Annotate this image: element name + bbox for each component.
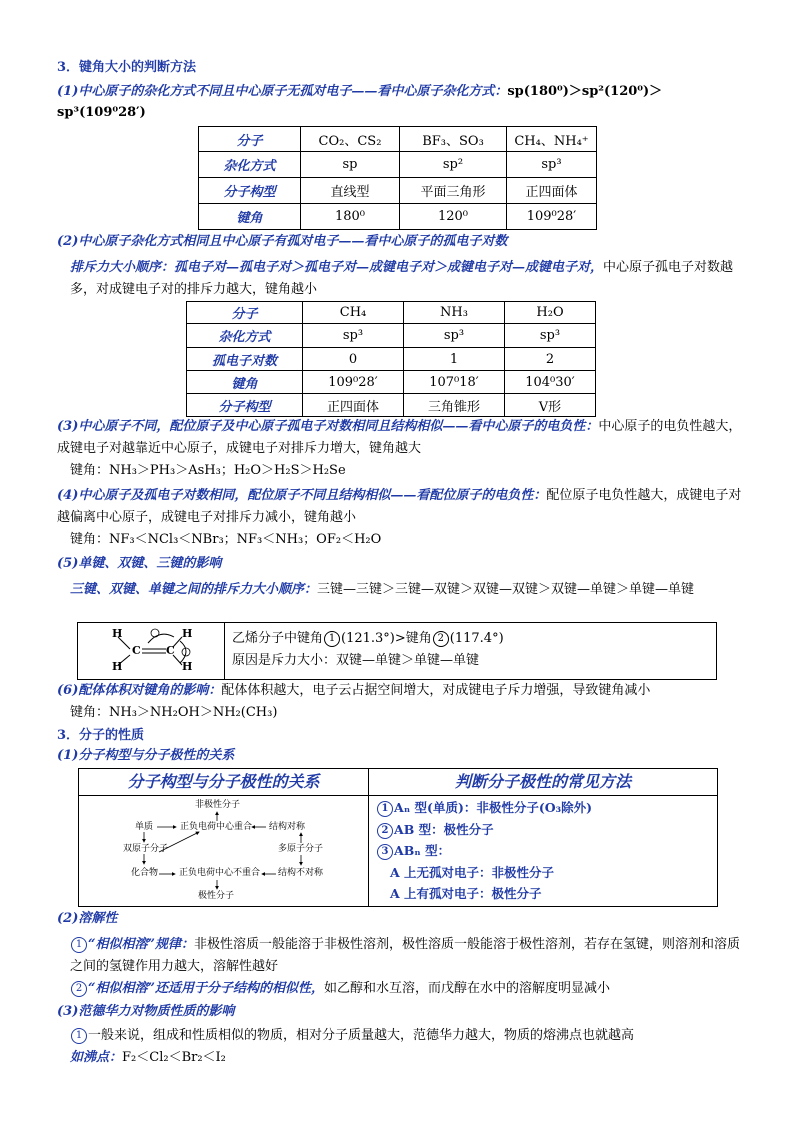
table2-cell: 104⁰30′ <box>505 371 596 394</box>
subsection-3-heading: (3)范德华力对物质性质的影响 <box>57 1004 235 1019</box>
column-divider <box>368 795 369 906</box>
table2-cell: sp³ <box>505 324 596 348</box>
solubility-item-1-label: “相似相溶”规律： <box>88 937 194 952</box>
subsection-2 <box>57 908 747 1000</box>
table1-cell: sp <box>301 152 400 178</box>
table2-cell: 2 <box>505 348 596 371</box>
table2-cell: 0 <box>303 348 404 371</box>
solubility-item-2 <box>57 978 747 1000</box>
polarity-rules <box>376 797 712 905</box>
rule-3-text: ABₙ 型： <box>394 843 451 858</box>
subsection-2-heading: (2)溶解性 <box>57 911 118 926</box>
solubility-item-2-text: 如乙醇和水互溶，而戊醇在水中的溶解度明显减小 <box>323 981 610 996</box>
paragraph-4-heading: (4)中心原子及孤电子对数相同，配位原子不同且结构相似——看配位原子的电负性： <box>57 488 547 503</box>
table1-cell: 平面三角形 <box>400 178 507 204</box>
number-2-icon: 2 <box>377 823 393 839</box>
node-compound: 化合物 <box>131 868 159 878</box>
ethylene-text-a: 乙烯分子中键角 <box>232 631 324 646</box>
table2-cell: NH₃ <box>404 302 505 324</box>
ethylene-structure <box>78 623 225 679</box>
section-title-properties <box>57 725 747 747</box>
polarity-col1-header: 分子构型与分子极性的关系 <box>79 769 369 796</box>
rule-2-text: AB 型：极性分子 <box>394 821 494 837</box>
paragraph-3-text: 中心原子的电负性越大，成键电子对越靠近中心原子，成键电子对排斥力增大，键角越大 <box>57 419 742 456</box>
vdw-item-1-text: 一般来说，组成和性质相似的物质，相对分子质量越大，范德华力越大，物质的熔沸点也就越高 <box>88 1028 635 1043</box>
section-title-text: 3．键角大小的判断方法 <box>57 60 197 75</box>
ethylene-line-2: 原因是斥力大小：双键—单键＞单键—单键 <box>232 653 480 668</box>
paragraph-4 <box>57 485 747 551</box>
table2-cell: V形 <box>505 394 596 417</box>
table1-cell: 直线型 <box>301 178 400 204</box>
rule-2 <box>376 819 712 841</box>
rule-1 <box>376 797 712 819</box>
node-asymmetric: 结构不对称 <box>278 868 324 878</box>
paragraph-3 <box>57 416 747 482</box>
number-1-icon: 1 <box>324 631 340 647</box>
number-3-icon: 3 <box>377 844 393 860</box>
section-title-bond-angle <box>57 57 747 79</box>
lone-pair-table <box>186 301 596 417</box>
hybrid-angle-formula: sp(180⁰)＞sp²(120⁰)＞sp³(109⁰28′) <box>57 84 663 120</box>
paragraph-1-heading: (1)中心原子的杂化方式不同且中心原子无孤对电子——看中心原子杂化方式： <box>57 84 508 99</box>
table2-header-molecule: 分子 <box>187 302 303 324</box>
subsection-1-heading: (1)分子构型与分子极性的关系 <box>57 748 235 763</box>
paragraph-4-example: 键角：NF₃＜NCl₃＜NBr₃；NF₃＜NH₃；OF₂＜H₂O <box>70 532 382 547</box>
table2-cell: H₂O <box>505 302 596 324</box>
table1-cell: sp³ <box>507 152 597 178</box>
table2-header-shape: 分子构型 <box>187 394 303 417</box>
number-1-icon: 1 <box>377 801 393 817</box>
angle-marker-1 <box>151 629 159 637</box>
table1-cell: 120⁰ <box>400 204 507 230</box>
solubility-item-1-text: 非极性溶质一般能溶于非极性溶剂，极性溶质一般能溶于极性溶剂，若存在氢键，则溶剂和溶质之间的氢键作用力越大，溶解性越好 <box>70 937 740 974</box>
paragraph-2-heading: (2)中心原子杂化方式相同且中心原子有孤对电子——看中心原子的孤电子对数 <box>57 234 508 249</box>
number-1-icon: 1 <box>71 1028 87 1044</box>
table1-cell: sp² <box>400 152 507 178</box>
table1-header-hybrid: 杂化方式 <box>199 152 301 178</box>
paragraph-2-label: 排斥力大小顺序：孤电子对—孤电子对＞孤电子对—成键电子对＞成键电子对—成键电子对， <box>70 260 604 275</box>
table1-cell: CO₂、CS₂ <box>301 127 400 152</box>
atom-h: H <box>112 627 123 640</box>
paragraph-5-label: 三键、双键、单键之间的排斥力大小顺序： <box>70 582 318 597</box>
paragraph-3-example: 键角：NH₃＞PH₃＞AsH₃；H₂O＞H₂S＞H₂Se <box>70 463 346 478</box>
node-charge-coincide: 正负电荷中心重合 <box>180 822 253 832</box>
paragraph-2-body <box>57 257 747 301</box>
vdw-example-label: 如沸点： <box>70 1050 123 1065</box>
node-polar-molecule: 极性分子 <box>198 891 235 901</box>
ethylene-box <box>77 622 717 680</box>
rule-3b: A 上有孤对电子：极性分子 <box>390 886 542 901</box>
ethylene-text-b: (121.3°)>键角 <box>341 631 432 646</box>
node-charge-not-coincide: 正负电荷中心不重合 <box>179 868 261 878</box>
table1-cell: 180⁰ <box>301 204 400 230</box>
table2-cell: 109⁰28′ <box>303 371 404 394</box>
number-2-icon: 2 <box>71 981 87 997</box>
paragraph-2-text: 中心原子孤电子对数越多，对成键电子对的排斥力越大，键角越小 <box>70 260 734 297</box>
solubility-item-1 <box>57 934 747 978</box>
paragraph-5-text: 三键—三键＞三键—双键＞双键—双键＞双键—单键＞单键—单键 <box>317 582 695 597</box>
table1-cell: 正四面体 <box>507 178 597 204</box>
table1-cell: CH₄、NH₄⁺ <box>507 127 597 152</box>
ethylene-structure-svg <box>78 623 224 679</box>
paragraph-3-heading: (3)中心原子不同，配位原子及中心原子孤电子对数相同且结构相似——看中心原子的电负性： <box>57 419 599 434</box>
number-1-icon: 1 <box>71 937 87 953</box>
atom-c: C <box>166 644 175 657</box>
node-symmetric: 结构对称 <box>269 822 306 832</box>
atom-h: H <box>112 660 123 673</box>
atom-h: H <box>182 660 193 673</box>
table2-header-lonepairs: 孤电子对数 <box>187 348 303 371</box>
table2-cell: sp³ <box>404 324 505 348</box>
paragraph-4-text: 配位原子电负性越大，成键电子对越偏离中心原子，成键电子对排斥力减小，键角越小 <box>57 488 742 525</box>
node-diatomic: 双原子分子 <box>123 844 169 854</box>
polarity-table <box>78 768 718 907</box>
vdw-item-1 <box>57 1025 747 1047</box>
hybrid-angle-table <box>198 126 597 230</box>
paragraph-6-heading: (6)配体体积对键角的影响： <box>57 683 222 698</box>
table2-cell: sp³ <box>303 324 404 348</box>
paragraph-5-body <box>57 579 747 601</box>
solubility-item-2-label: “相似相溶”还适用于分子结构的相似性， <box>88 981 324 996</box>
table1-header-molecule: 分子 <box>199 127 301 152</box>
table1-header-shape: 分子构型 <box>199 178 301 204</box>
subsection-1 <box>57 745 747 767</box>
table2-cell: 正四面体 <box>303 394 404 417</box>
table2-cell: 三角锥形 <box>404 394 505 417</box>
polarity-flow-diagram <box>79 796 368 906</box>
paragraph-6 <box>57 680 747 724</box>
table1-cell: 109⁰28′ <box>507 204 597 230</box>
paragraph-2-heading-row <box>57 231 747 253</box>
table1-header-angle: 键角 <box>199 204 301 230</box>
vdw-example <box>57 1047 747 1069</box>
table2-cell: 107⁰18′ <box>404 371 505 394</box>
polarity-col2-header: 判断分子极性的常见方法 <box>369 769 717 796</box>
node-polyatomic: 多原子分子 <box>278 844 324 854</box>
table2-header-angle: 键角 <box>187 371 303 394</box>
atom-h: H <box>182 627 193 640</box>
node-nonpolar-molecule: 非极性分子 <box>195 800 241 810</box>
atom-c: C <box>132 644 141 657</box>
table2-cell: 1 <box>404 348 505 371</box>
ethylene-text-c: (117.4°) <box>449 631 504 646</box>
section-title-text: 3．分子的性质 <box>57 728 145 743</box>
table2-header-hybrid: 杂化方式 <box>187 324 303 348</box>
node-element: 单质 <box>135 822 154 832</box>
paragraph-6-example: 键角：NH₃＞NH₂OH＞NH₂(CH₃) <box>70 705 278 720</box>
table1-cell: BF₃、SO₃ <box>400 127 507 152</box>
rule-3 <box>376 840 712 862</box>
paragraph-6-text: 配体体积越大，电子云占据空间增大，对成键电子斥力增强，导致键角减小 <box>221 683 651 698</box>
rule-1-text: Aₙ 型(单质)：非极性分子(O₃除外) <box>394 800 593 815</box>
rule-3a: A 上无孤对电子：非极性分子 <box>390 864 555 880</box>
ethylene-text <box>232 628 504 672</box>
paragraph-5 <box>57 553 747 601</box>
vdw-example-text: F₂＜Cl₂＜Br₂＜I₂ <box>122 1050 226 1065</box>
number-2-icon: 2 <box>433 631 449 647</box>
ethylene-line-1 <box>232 628 504 650</box>
paragraph-5-heading: (5)单键、双键、三键的影响 <box>57 556 222 571</box>
table2-cell: CH₄ <box>303 302 404 324</box>
subsection-3 <box>57 1001 747 1069</box>
paragraph-1 <box>57 81 747 123</box>
